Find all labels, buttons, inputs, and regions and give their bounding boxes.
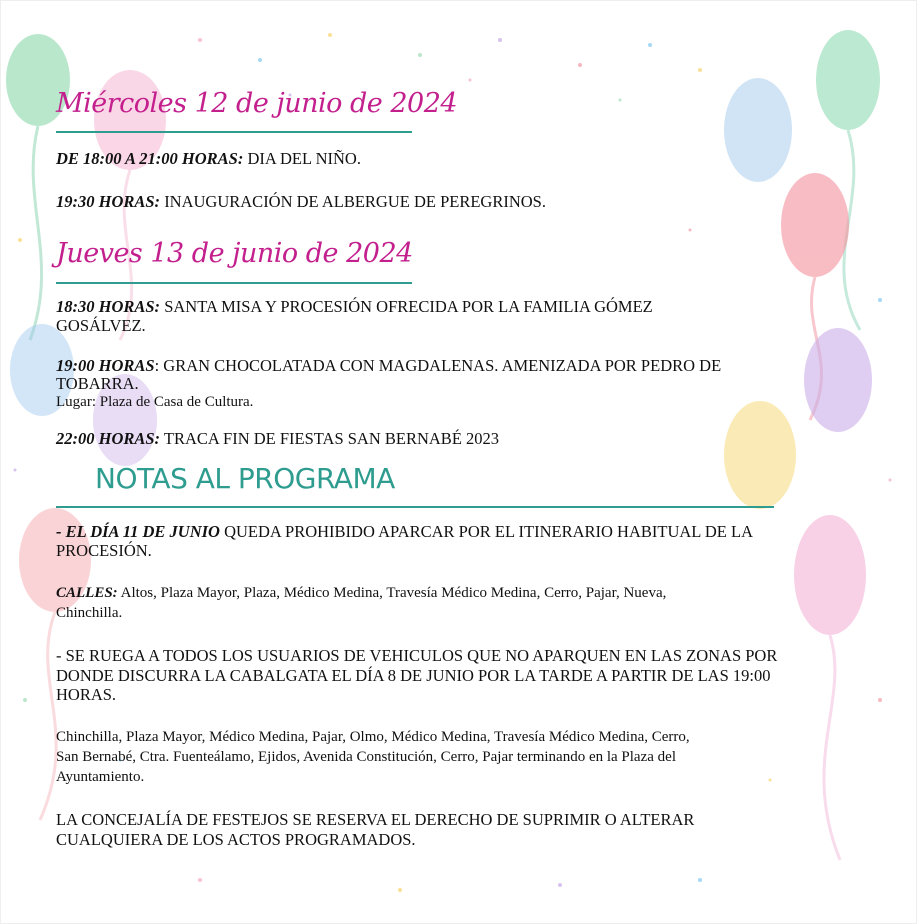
notes-rule <box>56 506 774 508</box>
day-heading-wednesday: Miércoles 12 de junio de 2024 <box>56 88 458 119</box>
note-concejalia-line: CUALQUIERA DE LOS ACTOS PROGRAMADOS. <box>56 830 416 849</box>
note-text-cont: Chinchilla. <box>56 605 123 621</box>
event-time: 19:00 HORAS <box>56 356 155 375</box>
event-time: 18:30 HORAS: <box>56 297 161 316</box>
event-entry <box>56 297 653 316</box>
event-text: DIA DEL NIÑO. <box>243 149 361 168</box>
note-concejalia-line: LA CONCEJALÍA DE FESTEJOS SE RESERVA EL DERECHO DE SUPRIMIR O ALTERAR <box>56 810 695 829</box>
note-recorrido-line: San Bernabé, Ctra. Fuenteálamo, Ejidos, Avenida Constitución, Cerro, Pajar terminando en la Plaza del <box>56 749 676 765</box>
event-time: DE 18:00 A 21:00 HORAS: <box>56 149 244 168</box>
event-text-cont: GOSÁLVEZ. <box>56 316 146 335</box>
note-text-cont: PROCESIÓN. <box>56 541 152 560</box>
note-text: Altos, Plaza Mayor, Plaza, Médico Medina, Travesía Médico Medina, Cerro, Pajar, Nueva, <box>117 585 667 601</box>
note-ruego-line: - SE RUEGA A TODOS LOS USUARIOS DE VEHICULOS QUE NO APARQUEN EN LAS ZONAS POR <box>56 646 778 665</box>
note-text: QUEDA PROHIBIDO APARCAR POR EL ITINERARIO HABITUAL DE LA <box>219 522 754 541</box>
event-text: TRACA FIN DE FIESTAS SAN BERNABÉ 2023 <box>160 429 500 448</box>
heading-rule <box>56 282 412 284</box>
event-time: 22:00 HORAS: <box>56 429 161 448</box>
event-text: : GRAN CHOCOLATADA CON MAGDALENAS. AMENIZADA POR PEDRO DE <box>154 356 722 375</box>
event-text: INAUGURACIÓN DE ALBERGUE DE PEREGRINOS. <box>160 192 546 211</box>
event-entry <box>56 192 546 211</box>
note-calles <box>56 584 666 603</box>
event-entry <box>56 149 361 168</box>
note-recorrido-line: Ayuntamiento. <box>56 769 145 785</box>
event-entry <box>56 356 721 375</box>
note-ruego-line: HORAS. <box>56 685 117 704</box>
notes-heading: NOTAS AL PROGRAMA <box>95 462 395 495</box>
event-text-cont: TOBARRA. <box>56 374 139 393</box>
event-time: 19:30 HORAS: <box>56 192 161 211</box>
note-ruego-line: DONDE DISCURRA LA CABALGATA EL DÍA 8 DE JUNIO POR LA TARDE A PARTIR DE LAS 19:00 <box>56 666 771 685</box>
day-heading-thursday: Jueves 13 de junio de 2024 <box>56 238 413 269</box>
heading-rule <box>56 131 412 133</box>
event-entry <box>56 429 499 448</box>
event-text: SANTA MISA Y PROCESIÓN OFRECIDA POR LA FAMILIA GÓMEZ <box>160 297 653 316</box>
note-lead: - EL DÍA 11 DE JUNIO <box>56 522 220 541</box>
event-location: Lugar: Plaza de Casa de Cultura. <box>56 394 254 410</box>
note-recorrido-line: Chinchilla, Plaza Mayor, Médico Medina, Pajar, Olmo, Médico Medina, Travesía Médico Medina, Cerro, <box>56 729 690 745</box>
note-prohibido <box>56 522 753 541</box>
note-lead: CALLES: <box>56 585 118 601</box>
